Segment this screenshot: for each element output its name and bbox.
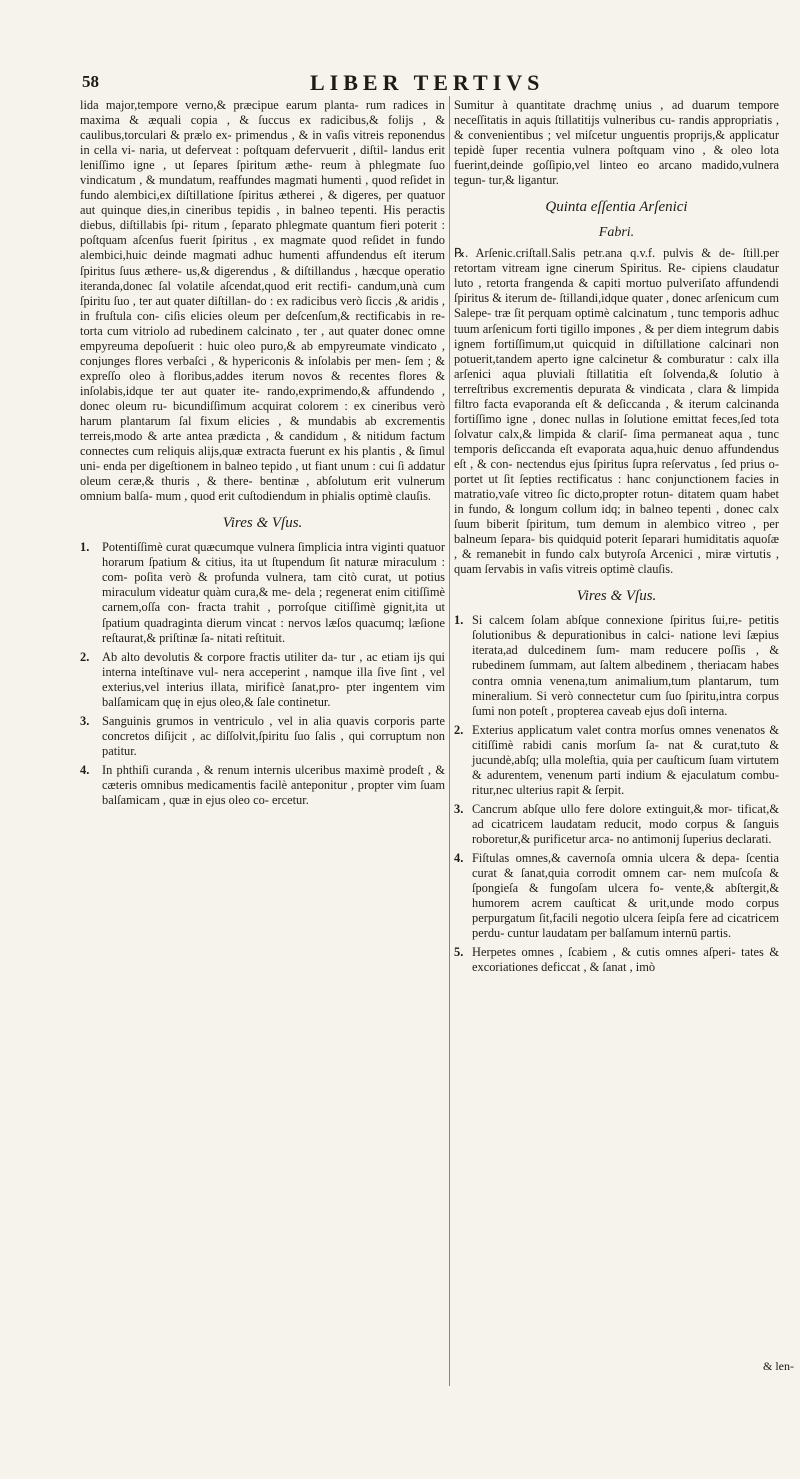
list-item — [454, 723, 779, 798]
item-number: 2. — [80, 649, 90, 664]
page-header — [80, 72, 780, 94]
right-paragraph-recipe: ℞. Arſenic.criſtall.Salis petr.ana q.v.f. pulvis & de- ſtill.per retortam vitream igne cinerum Spiritus. Re- cipiens claudatur luto , retorta frangenda & capiti mortuo pulveriſato affundendi ſpiritus & iterum de- ſtillandi,idque quater , donec arſenicum cum Salepe- træ ſit perquam optimè calcinatum , tunc temporis adhuc tuum arſenicum forti tigillo impones , & per diem integrum dabis ignem fortiſſimum,ut quicquid in diſtillatione calcinari non potuerit,tandem aperto igne calcinetur & comburatur : calx illa arſenici aqua pluviali ſtillatitia eſt ſolvenda,& ſolutio à terreſtribus excrementis depurata & vindicata , clara & limpida filtro facta evaporanda eſt & deſiccanda , & iterum calcinanda fortiſſimo igne , donec nullas in ſolutione emittat feces,ſed tota ſolvatur calx,& limpida & clariſ- ſima permaneat aqua , tunc temporis deſiccanda eſt evaporata aqua,huic denuo affundendus eſt , & con- nectendus ejus ſpiritus ſupra reſervatus , ſed prius o- portet ut ſit ſepties rectificatus : hanc conjunctionem facies in matratio,vaſe vitreo ſic dicto,propter rotun- ditatem quam habet in fundo, & longum collum idq; in balneo tepenti , donec calx ſuum biberit ſpiritum, tum demum in alembico vitreo , per balneum ſepara- bis quidquid poterit ſeparari humiditatis aquoſæ , & remanebit in fundo calx butyroſa Arcenici , miræ virtutis , quam ſervabis in vaſis vitreis optimè clauſis. — [454, 246, 779, 577]
right-heading-vires-usus: Vires & Vſus. — [576, 588, 657, 605]
list-item — [80, 714, 445, 759]
list-item — [454, 851, 779, 941]
right-column — [454, 98, 779, 979]
section-subtitle: Fabri. — [598, 225, 635, 241]
item-number: 4. — [80, 762, 90, 777]
item-number: 1. — [80, 540, 90, 555]
item-text: Si calcem ſolam abſque connexione ſpiritus ſui,re- petitis ſolutionibus & depurationibus in calci- natione levi ſæpius iterata,ad dulcedinem ſum- mam reducere poſſis , & rubedinem ſummam, aut ſaltem albedinem , theriacam habes contra omnia venena,tum animalium,tum plantarum, tum mineralium. Si verò connectetur cum ſuo ſpiritu,intra corpus ſumi non poteſt , propterea caveab ejus doſi interna. — [472, 613, 779, 718]
left-heading-vires-usus: Vires & Vſus. — [222, 515, 303, 532]
page-number: 58 — [82, 72, 99, 91]
catchword: & len- — [763, 1359, 794, 1373]
right-paragraph-dosage: Sumitur à quantitate drachmę unius , ad duarum tempore neceſſitatis in aquis ſtillatitijs vulneribus cu- randis appropriatis , & convenientibus ; vel miſcetur unguentis proprijs,& applicatur tepidè ſuper recentia vulnera poſtquam vino , & oleo lota fuerint,deinde goſſipio,vel linteo eo arcano madido,vulnera tegun- tur,& ligantur. — [454, 98, 779, 188]
item-text: Exterius applicatum valet contra morſus omnes venenatos & citiſſimè rabidi canis morſum ſa- nat & curat,tuto & jucundè,abſq; ulla moleſtia, quia per cauſticum ſuam virtutem & adurentem, venenum parti indium & ejaculatum combu- ritur,nec ulterius rapit & ſerpit. — [472, 722, 779, 797]
item-number: 1. — [454, 613, 464, 628]
left-paragraph-preparation: lida major,tempore verno,& præcipue earum planta- rum radices in maxima & æquali copia , & ſuccus ex radicibus,& folijs , & caulibus,torculari & prælo ex- primendus , & in vaſis vitreis reponendus in cella vi- naria, ut deferveat : poſtquam defervuerit , diſtil- landus erit leniſſimo igne , ut ſepares ſpiritum æthe- reum à phlegmate ſuo vindicatum , & mundatum, reaffundes magmati humenti , quod reſidet in fundo alembici,ex diſtillatione ſpiritus ætherei , & digeres, per quatuor aut quinque dies,in cineribus tepidis , in balneo tepenti. His peractis diebus, diſtillabis ſpi- ritum , ſeparato phlegmate quantum fieri poterit : poſtquam aſcenſus fuerit ſpiritus , ex magmate quod reſidet in fundo alembici,huic deinde magmati adhuc humenti affundendus eſt iterum ſpiritus ſuus æthere- us,& digerendus , & diſtillandus , hæcque operatio iteranda,donec ſal volatile aſcendat,quod erit rectifi- candum,unà cum ſpiritu ſuo , ter aut quater diſtillan- do : ex radicibus verò ſiccis ,& aridis , in fruſtula con- ciſis elicies oleum per deſcenſum,& rectificabis in re- torta cum vitriolo ad rubedinem calcinato , ter , aut quater donec omne empyreuma depoſuerit : huic oleo puro,& ab empyreumate vindicato , conjunges flores verbaſci , & hypericonis & inſolabis per men- ſem ; & expreſſo oleo à floribus,addes iterum novos & recentes flores & inſolabis,idque ter aut quater ite- rando,exprimendo,& affundendo , donec oleum ru- bicundiſſimum acquirat colorem : ex cineribus verò harum plantarum ſal fixum elicies , & mundabis ab excrementis terreis,modo & arte antea prædicta , & candidum , & nitidum factum connectes cum reliquis alijs,quæ extracta fuerunt ex his plantis , & ſimul uni- enda per digeſtionem in balneo tepido , ut fiant unum : cui ſi addatur oleum ceræ,& thuris , & there- bentinæ , abſolutum erit vulnerum omnium balſa- mum , quod erit cuſtodiendum in phialis optimè clauſis. — [80, 98, 445, 504]
list-item — [454, 945, 779, 975]
item-text: Sanguinis grumos in ventriculo , vel in alia quavis corporis parte concretos diſijcit , ac diſſolvit,ſpiritu ſuo ſalis , qui corruptum non patitur. — [102, 713, 445, 758]
item-text: Potentiſſimè curat quæcumque vulnera ſimplicia intra viginti quatuor horarum ſpatium & citius, ita ut ſtupendum ſit naturæ miraculum : com- poſita verò & profunda vulnera, tam citò curat, ut potius miraculum videatur quàm cura,& me- dela ; regenerat enim citiſſimè carnem,oſſa con- fracta trahit , porroſque citiſſimè gignit,ita ut ſpatium quadraginta dierum vincat : nervos læſos quacumq; læſione reſtaurat,& priſtinæ ſa- nitati reſtituit. — [102, 540, 445, 645]
item-text: In phthiſi curanda , & renum internis ulceribus maximè prodeſt , & cæteris omnibus medicamentis facilè anteponitur , propter vim ſuam balſamicam , quæ in ejus oleo co- ercetur. — [102, 762, 445, 808]
item-text: Fiſtulas omnes,& cavernoſa omnia ulcera & depa- ſcentia curat & ſanat,quia corrodit omnem car- nem muſcoſa & ſpongieſa & fungoſam ulcera fo- vente,& abſtergit,& humorem acrem cauſticat & urit,unde modo corpus perpurgatum ſit,facili negotio ulcera ſeipſa fere ad cicatricem perdu- cuntur laudatam per balſamum internū partis. — [472, 851, 779, 941]
item-text: Ab alto devolutis & corpore fractis utiliter da- tur , ac etiam ijs qui interna inteſtinave vul- nera acceperint , namque illa ſive ſint , vel exterius,vel interius illata, mirificè ſanat,pro- pter ingentem vim balſamicam quę in ejus oleo,& ſale continetur. — [102, 649, 445, 709]
item-number: 3. — [80, 713, 90, 728]
item-number: 2. — [454, 722, 464, 737]
list-item — [454, 802, 779, 847]
section-title: Quinta eſſentia Arſenici — [545, 199, 688, 216]
list-item — [80, 650, 445, 710]
item-number: 3. — [454, 801, 464, 816]
item-text: Herpetes omnes , ſcabiem , & cutis omnes aſperi- tates & excoriationes deficcat , & ſanat , imò — [472, 945, 779, 975]
column-divider — [449, 96, 450, 1386]
running-title: LIBER TERTIVS — [310, 70, 545, 95]
item-number: 4. — [454, 851, 464, 866]
item-text: Cancrum abſque ullo fere dolore extinguit,& mor- tificat,& ad cicatricem laudatam reducit, modo corpus & ſanguis roboretur,& purificetur arca- no antimonij ſuperius declarati. — [472, 801, 779, 846]
list-item — [80, 540, 445, 645]
list-item — [80, 763, 445, 808]
list-item — [454, 613, 779, 718]
left-column — [80, 98, 445, 812]
item-number: 5. — [454, 945, 464, 960]
